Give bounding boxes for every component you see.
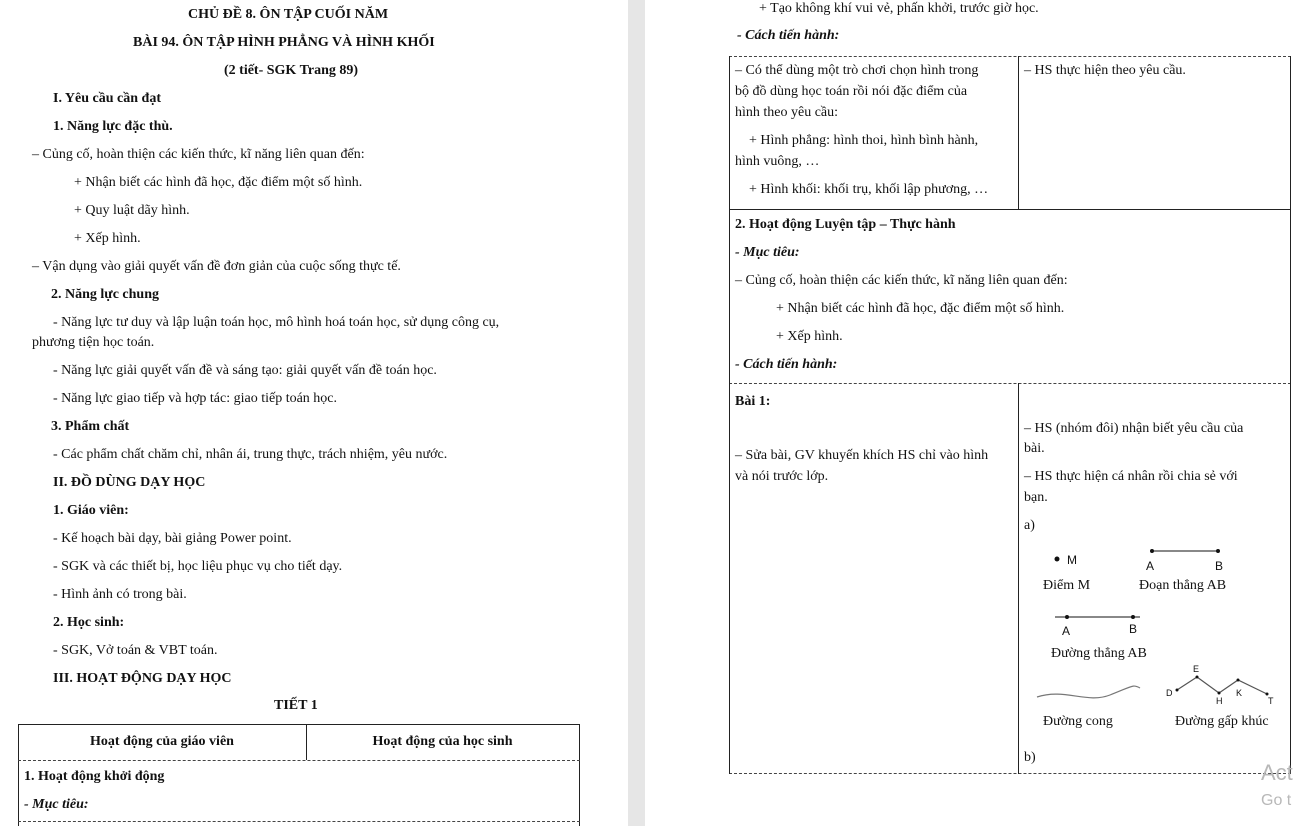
section-materials: II. ĐỒ DÙNG DẠY HỌC bbox=[53, 475, 206, 490]
teacher-text: + Hình phẳng: hình thoi, hình bình hành, bbox=[749, 133, 979, 148]
lesson-title: BÀI 94. ÔN TẬP HÌNH PHẲNG VÀ HÌNH KHỐI bbox=[133, 35, 435, 50]
polyline-point-h-label: H bbox=[1216, 696, 1223, 706]
text-line: – Vận dụng vào giải quyết vấn đề đơn giản của cuộc sống thực tế. bbox=[32, 259, 401, 274]
caption-point: Điểm M bbox=[1043, 578, 1091, 593]
text-line: - SGK và các thiết bị, học liệu phục vụ cho tiết dạy. bbox=[53, 559, 343, 574]
student-text: bài. bbox=[1024, 441, 1045, 456]
caption-line: Đường thẳng AB bbox=[1051, 646, 1147, 661]
text-line: phương tiện học toán. bbox=[32, 335, 155, 350]
objective-label: - Mục tiêu: bbox=[735, 245, 800, 260]
topic-heading: CHỦ ĐỀ 8. ÔN TẬP CUỐI NĂM bbox=[188, 7, 389, 22]
text-line: - Hình ảnh có trong bài. bbox=[53, 587, 187, 602]
objective-label: - Mục tiêu: bbox=[24, 797, 89, 812]
text-line: + Quy luật dãy hình. bbox=[74, 203, 190, 218]
curve-line bbox=[1037, 686, 1140, 698]
caption-segment: Đoạn thẳng AB bbox=[1139, 578, 1227, 593]
text-line: - SGK, Vở toán & VBT toán. bbox=[53, 643, 218, 658]
text-line: + Xếp hình. bbox=[74, 231, 141, 246]
polyline-dehkt bbox=[1177, 677, 1267, 694]
activity-startup-heading: 1. Hoạt động khởi động bbox=[24, 769, 165, 784]
line-point-b-label: B bbox=[1129, 622, 1138, 636]
exercise-1-label: Bài 1: bbox=[735, 394, 771, 409]
subsection-teacher: 1. Giáo viên: bbox=[53, 503, 129, 518]
document-page-left bbox=[0, 0, 628, 826]
activity-practice-heading: 2. Hoạt động Luyện tập – Thực hành bbox=[735, 217, 956, 232]
text-line: – Củng cố, hoàn thiện các kiến thức, kĩ năng liên quan đến: bbox=[735, 273, 1068, 288]
document-page-right bbox=[645, 0, 1295, 826]
text-line: – Củng cố, hoàn thiện các kiến thức, kĩ năng liên quan đến: bbox=[32, 147, 365, 162]
polyline-point-d-label: D bbox=[1166, 688, 1173, 698]
section-activities: III. HOẠT ĐỘNG DẠY HỌC bbox=[53, 671, 232, 686]
line-point-a-label: A bbox=[1062, 624, 1071, 638]
point-m-label: M bbox=[1067, 553, 1077, 567]
subsection-qualities: 3. Phẩm chất bbox=[51, 419, 130, 434]
teacher-text: hình theo yêu cầu: bbox=[735, 105, 839, 120]
activation-watermark-title: Act bbox=[1261, 760, 1293, 785]
teacher-text: + Hình khối: khối trụ, khối lập phương, … bbox=[749, 182, 989, 197]
text-line: - Năng lực giao tiếp và hợp tác: giao tiếp toán học. bbox=[53, 391, 338, 406]
procedure-label: - Cách tiến hành: bbox=[737, 28, 840, 43]
geometry-figures bbox=[1025, 540, 1287, 710]
text-line: - Các phẩm chất chăm chỉ, nhân ái, trung thực, trách nhiệm, yêu nước. bbox=[53, 447, 448, 462]
text-line: + Nhận biết các hình đã học, đặc điểm một số hình. bbox=[74, 175, 363, 190]
teacher-text: bộ đồ dùng học toán rồi nói đặc điểm của bbox=[735, 84, 968, 99]
segment-point-a-label: A bbox=[1146, 559, 1155, 573]
teacher-text: hình vuông, … bbox=[735, 154, 820, 169]
text-line: - Kế hoạch bài dạy, bài giảng Power point. bbox=[53, 531, 292, 546]
part-b-label: b) bbox=[1024, 750, 1036, 765]
table-header-student: Hoạt động của học sinh bbox=[372, 734, 513, 749]
period-heading: TIẾT 1 bbox=[274, 698, 318, 713]
student-text: – HS (nhóm đôi) nhận biết yêu cầu của bbox=[1024, 421, 1244, 436]
text-line: + Xếp hình. bbox=[776, 329, 843, 344]
text-line: - Năng lực tư duy và lập luận toán học, mô hình hoá toán học, sử dụng công cụ, bbox=[53, 315, 500, 330]
procedure-label: - Cách tiến hành: bbox=[735, 357, 838, 372]
caption-polyline: Đường gấp khúc bbox=[1175, 714, 1269, 729]
subsection-general-competence: 2. Năng lực chung bbox=[51, 287, 159, 302]
subsection-student: 2. Học sinh: bbox=[53, 615, 125, 630]
section-requirements: I. Yêu cầu cần đạt bbox=[53, 91, 161, 106]
lesson-subtitle: (2 tiết- SGK Trang 89) bbox=[224, 63, 359, 78]
teacher-text: – Có thể dùng một trò chơi chọn hình trong bbox=[735, 63, 979, 78]
segment-point-b-label: B bbox=[1215, 559, 1224, 573]
teacher-text: và nói trước lớp. bbox=[735, 469, 829, 484]
part-a-label: a) bbox=[1024, 518, 1035, 533]
table-header-teacher: Hoạt động của giáo viên bbox=[90, 734, 234, 749]
text-line: - Năng lực giải quyết vấn đề và sáng tạo: giải quyết vấn đề toán học. bbox=[53, 363, 437, 378]
subsection-specific-competence: 1. Năng lực đặc thù. bbox=[53, 119, 173, 134]
text-line: + Nhận biết các hình đã học, đặc điểm một số hình. bbox=[776, 301, 1065, 316]
text-line: + Tạo không khí vui vẻ, phấn khởi, trước giờ học. bbox=[759, 1, 1039, 16]
teacher-text: – Sửa bài, GV khuyến khích HS chỉ vào hình bbox=[735, 448, 989, 463]
polyline-point-t-label: T bbox=[1268, 696, 1274, 706]
point-m-dot bbox=[1055, 557, 1060, 562]
polyline-point-k-label: K bbox=[1236, 688, 1243, 698]
student-text: – HS thực hiện cá nhân rồi chia sẻ với bbox=[1024, 469, 1238, 484]
caption-curve: Đường cong bbox=[1043, 714, 1113, 729]
activation-watermark-subtitle: Go t bbox=[1261, 792, 1292, 809]
polyline-point-e-label: E bbox=[1193, 664, 1200, 674]
student-text: bạn. bbox=[1024, 490, 1048, 505]
student-text: – HS thực hiện theo yêu cầu. bbox=[1024, 63, 1186, 78]
